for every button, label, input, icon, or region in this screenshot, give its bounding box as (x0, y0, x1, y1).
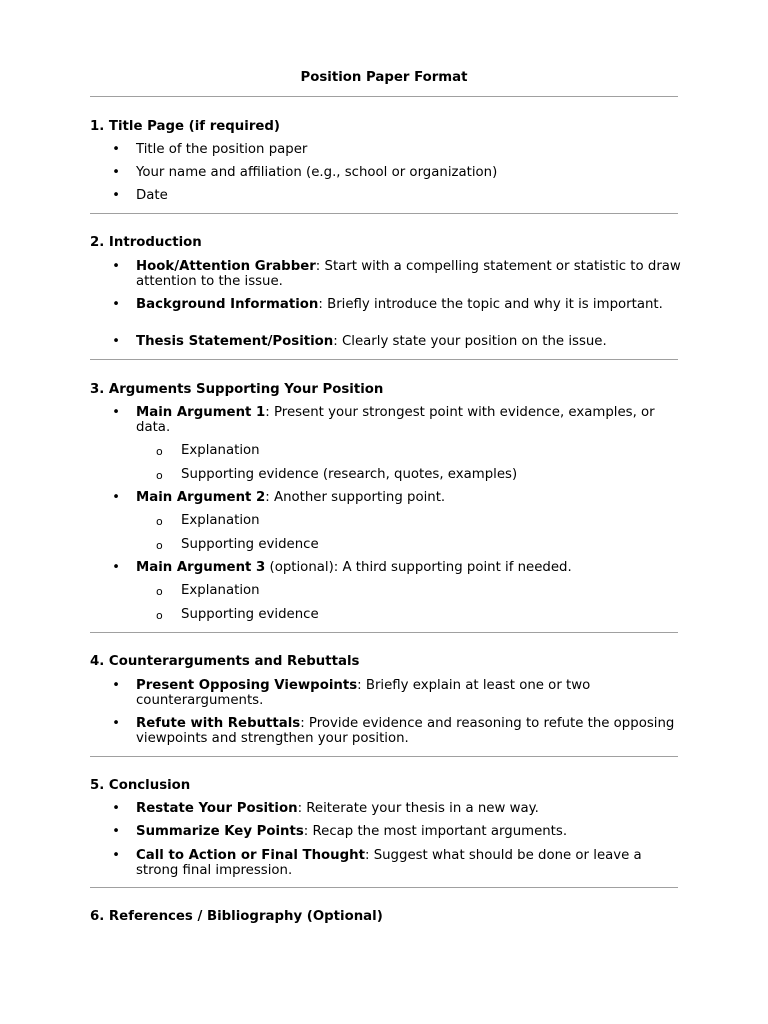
item-text: : Reiterate your thesis in a new way. (297, 801, 539, 816)
sub-bullet-icon: o (156, 445, 163, 458)
item-term: Refute with Rebuttals (136, 716, 301, 731)
item-text: : Suggest what should be done or leave a strong final impression. (136, 848, 642, 878)
item-term: Summarize Key Points (136, 824, 304, 839)
item-text: : Briefly introduce the topic and why it is important. (318, 297, 663, 312)
sub-bullet-icon: o (156, 539, 163, 552)
list-item: Date (136, 188, 168, 203)
list-item: Your name and affiliation (e.g., school or organization) (136, 165, 498, 180)
section-heading-introduction: 2. Introduction (90, 235, 202, 250)
section-heading-counterarguments: 4. Counterarguments and Rebuttals (90, 654, 360, 669)
item-term: Background Information (136, 297, 319, 312)
item-text: : Clearly state your position on the issue. (333, 334, 607, 349)
sub-list-item: Supporting evidence (research, quotes, examples) (181, 467, 518, 482)
list-item (136, 490, 681, 505)
bullet-icon: • (112, 405, 120, 420)
sub-list-item: Supporting evidence (181, 607, 319, 622)
bullet-icon: • (112, 142, 120, 157)
section-divider (90, 887, 678, 888)
section-divider (90, 756, 678, 757)
list-item (136, 824, 681, 839)
item-text: : Present your strongest point with evidence, examples, or data. (136, 405, 655, 435)
sub-bullet-icon: o (156, 469, 163, 482)
bullet-icon: • (112, 297, 120, 312)
item-text: (optional): A third supporting point if needed. (265, 560, 572, 575)
section-divider (90, 632, 678, 633)
list-item: Title of the position paper (136, 142, 308, 157)
item-text: : Provide evidence and reasoning to refute the opposing viewpoints and strengthen your position. (136, 716, 675, 746)
sub-list-item: Explanation (181, 583, 260, 598)
section-divider (90, 213, 678, 214)
item-term: Thesis Statement/Position (136, 334, 334, 349)
bullet-icon: • (112, 188, 120, 203)
list-item (136, 297, 681, 312)
section-heading-arguments: 3. Arguments Supporting Your Position (90, 382, 384, 397)
item-term: Restate Your Position (136, 801, 298, 816)
bullet-icon: • (112, 560, 120, 575)
list-item (136, 678, 681, 708)
section-heading-conclusion: 5. Conclusion (90, 778, 191, 793)
item-text: : Start with a compelling statement or statistic to draw attention to the issue. (136, 259, 681, 289)
bullet-icon: • (112, 716, 120, 731)
list-item (136, 334, 681, 349)
item-term: Present Opposing Viewpoints (136, 678, 358, 693)
sub-bullet-icon: o (156, 515, 163, 528)
item-text: : Another supporting point. (265, 490, 446, 505)
item-term: Call to Action or Final Thought (136, 848, 365, 863)
page-title: Position Paper Format (300, 70, 468, 85)
item-term: Hook/Attention Grabber (136, 259, 316, 274)
bullet-icon: • (112, 824, 120, 839)
item-text: : Recap the most important arguments. (303, 824, 568, 839)
section-divider (90, 359, 678, 360)
sub-list-item: Explanation (181, 513, 260, 528)
section-divider (90, 96, 678, 97)
bullet-icon: • (112, 848, 120, 863)
list-item (136, 801, 681, 816)
list-item (136, 716, 681, 746)
item-text: : Briefly explain at least one or two counterarguments. (136, 678, 591, 708)
list-item (136, 848, 681, 878)
bullet-icon: • (112, 259, 120, 274)
list-item (136, 259, 681, 289)
bullet-icon: • (112, 490, 120, 505)
list-item (136, 560, 681, 575)
item-term: Main Argument 2 (136, 490, 266, 505)
bullet-icon: • (112, 165, 120, 180)
item-term: Main Argument 1 (136, 405, 266, 420)
item-term: Main Argument 3 (136, 560, 266, 575)
section-heading-references: 6. References / Bibliography (Optional) (90, 909, 383, 924)
bullet-icon: • (112, 801, 120, 816)
section-heading-title-page: 1. Title Page (if required) (90, 119, 280, 134)
sub-bullet-icon: o (156, 609, 163, 622)
list-item (136, 405, 681, 435)
bullet-icon: • (112, 678, 120, 693)
sub-list-item: Supporting evidence (181, 537, 319, 552)
sub-list-item: Explanation (181, 443, 260, 458)
sub-bullet-icon: o (156, 585, 163, 598)
bullet-icon: • (112, 334, 120, 349)
